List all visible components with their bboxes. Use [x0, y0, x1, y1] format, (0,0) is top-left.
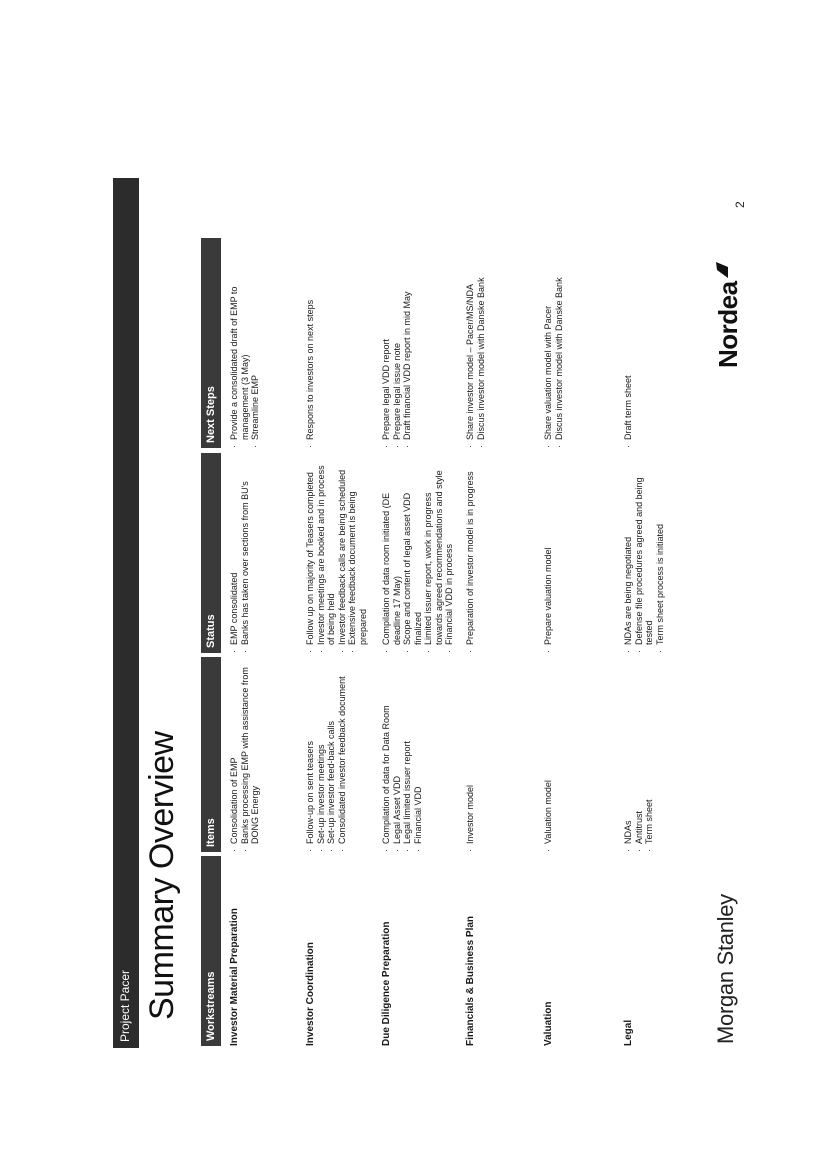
page-number: 2	[733, 201, 747, 208]
list-item: · Investor meetings are booked and in process of being held	[316, 463, 337, 653]
list-item: · Antitrust	[634, 652, 645, 852]
items-list	[381, 652, 423, 852]
list-item: · Banks has taken over sections from BU's	[240, 463, 251, 653]
items-list	[623, 652, 655, 852]
list-item: · Defense file procedures agreed and being tested	[634, 463, 655, 653]
header-status: Status	[201, 453, 221, 653]
next-steps-list	[229, 248, 261, 448]
list-item: · Set-up investor meetings	[316, 652, 327, 852]
list-item: · Discus investor model with Danske Bank	[554, 248, 565, 448]
list-item: · Discus investor model with Danske Bank	[476, 248, 487, 448]
list-item: · Follow-up on sent teasers	[305, 652, 316, 852]
status-list	[465, 463, 476, 653]
list-item: · Set-up investor feed-back calls	[326, 652, 337, 852]
list-item: · Share investor model – Pacer/MS/NDA	[465, 248, 476, 448]
list-item: · Consolidated investor feedback document	[337, 652, 348, 852]
morgan-stanley-logo: Morgan Stanley	[713, 894, 738, 1044]
page-title: Summary Overview	[143, 731, 181, 1020]
list-item: · Streamline EMP	[250, 248, 261, 448]
list-item: · Prepare legal issue note	[392, 248, 403, 448]
list-item: · Investor feedback calls are being scheduled	[337, 463, 348, 653]
slide	[113, 178, 763, 1048]
list-item: · Consolidation of EMP	[229, 652, 240, 852]
workstream-label: Legal	[623, 1019, 634, 1046]
list-item: · Term sheet process is initiated	[655, 463, 666, 653]
workstream-label: Investor Material Preparation	[229, 908, 240, 1046]
list-item: · Follow up on majority of Teasers completed	[305, 463, 316, 653]
list-item: · EMP consolidated	[229, 463, 240, 653]
workstream-label: Valuation	[543, 1001, 554, 1046]
list-item: · Share valuation model with Pacer	[543, 248, 554, 448]
status-list	[229, 463, 250, 653]
project-label: Project Pacer	[118, 969, 132, 1042]
header-items: Items	[201, 657, 221, 852]
workstream-label: Due Diligence Preparation	[381, 921, 392, 1046]
status-list	[381, 463, 455, 653]
items-list	[229, 652, 261, 852]
workstream-label: Financials & Business Plan	[465, 915, 476, 1046]
nordea-wordmark: Nordea	[713, 281, 743, 368]
list-item: · Limited issuer report, work in progress towards agreed recommendations and style	[423, 463, 444, 653]
list-item: · NDAs	[623, 652, 634, 852]
items-list	[305, 652, 347, 852]
list-item: · Banks processing EMP with assistance from DONG Energy	[240, 652, 261, 852]
items-list	[543, 652, 554, 852]
next-steps-list	[543, 248, 564, 448]
list-item: · Extensive feedback document is being prepared	[347, 463, 368, 653]
list-item: · Compilation of data room initiated (DE deadline 17 May)	[381, 463, 402, 653]
items-list	[465, 652, 476, 852]
list-item: · Legal limited issuer report	[402, 652, 413, 852]
list-item: · Prepare valuation model	[543, 463, 554, 653]
list-item: · Legal Asset VDD	[392, 652, 403, 852]
nordea-logo	[713, 261, 744, 368]
list-item: · Draft financial VDD report in mid May	[402, 248, 413, 448]
project-bar	[113, 178, 139, 1048]
next-steps-list	[381, 248, 413, 448]
status-list	[305, 463, 368, 653]
list-item: · Investor model	[465, 652, 476, 852]
status-list	[623, 463, 665, 653]
list-item: · NDAs are being negotiated	[623, 463, 634, 653]
list-item: · Financial VDD	[413, 652, 424, 852]
status-list	[543, 463, 554, 653]
next-steps-list	[305, 248, 316, 448]
list-item: · Scope and content of legal asset VDD finalized	[402, 463, 423, 653]
list-item: · Prepare legal VDD report	[381, 248, 392, 448]
list-item: · Term sheet	[644, 652, 655, 852]
list-item: · Draft term sheet	[623, 248, 634, 448]
next-steps-list	[465, 248, 486, 448]
next-steps-list	[623, 248, 634, 448]
header-next-steps: Next Steps	[201, 238, 221, 448]
list-item: · Compilation of data for Data Room	[381, 652, 392, 852]
list-item: · Provide a consolidated draft of EMP to management (3 May)	[229, 248, 250, 448]
list-item: · Respons to investors on next steps	[305, 248, 316, 448]
list-item: · Valuation model	[543, 652, 554, 852]
nordea-sail-icon	[715, 261, 729, 279]
list-item: · Financial VDD in process	[444, 463, 455, 653]
workstream-label: Investor Coordination	[305, 942, 316, 1046]
header-workstreams: Workstreams	[201, 856, 221, 1046]
list-item: · Preparation of investor model is in progress	[465, 463, 476, 653]
